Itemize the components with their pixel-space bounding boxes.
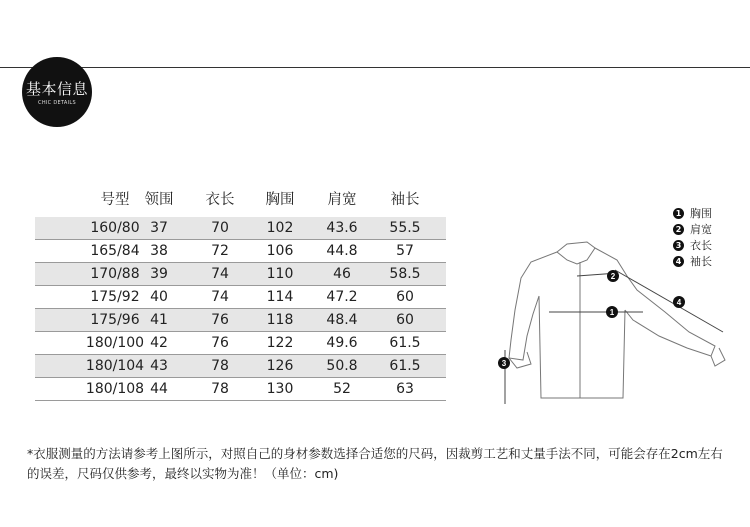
cell-shoulder: 44.8 bbox=[326, 243, 358, 259]
svg-text:1: 1 bbox=[609, 308, 615, 317]
cell-collar: 42 bbox=[150, 335, 168, 351]
cell-chest: 122 bbox=[266, 335, 294, 351]
cell-shoulder: 49.6 bbox=[326, 335, 358, 351]
cell-collar: 39 bbox=[150, 266, 168, 282]
cell-sleeve: 57 bbox=[396, 243, 414, 259]
table-row bbox=[35, 263, 446, 286]
cell-shoulder: 50.8 bbox=[326, 358, 358, 374]
cell-length: 74 bbox=[211, 266, 229, 282]
header-chest: 胸围 bbox=[265, 192, 295, 208]
header-length: 衣长 bbox=[205, 192, 235, 208]
cell-length: 72 bbox=[211, 243, 229, 259]
number-badge: 3 bbox=[673, 240, 684, 251]
cell-size: 165/84 bbox=[90, 243, 140, 259]
cell-collar: 38 bbox=[150, 243, 168, 259]
svg-text:4: 4 bbox=[676, 298, 682, 307]
cell-size: 180/100 bbox=[85, 335, 145, 351]
cell-collar: 40 bbox=[150, 289, 168, 305]
top-divider bbox=[0, 67, 750, 68]
cell-collar: 43 bbox=[150, 358, 168, 374]
table-row bbox=[35, 309, 446, 332]
diagram-marker-1 bbox=[606, 306, 618, 318]
section-badge bbox=[22, 57, 92, 127]
cell-size: 175/92 bbox=[90, 289, 140, 305]
cell-length: 76 bbox=[211, 335, 229, 351]
cell-chest: 106 bbox=[266, 243, 294, 259]
cell-size: 180/108 bbox=[85, 381, 145, 397]
legend-label: 胸围 bbox=[690, 207, 712, 220]
cell-chest: 102 bbox=[266, 220, 294, 236]
legend-item-chest bbox=[673, 205, 712, 221]
cell-chest: 114 bbox=[266, 289, 294, 305]
svg-text:3: 3 bbox=[501, 359, 507, 368]
header-size: 号型 bbox=[100, 192, 130, 208]
legend-label: 肩宽 bbox=[690, 223, 712, 236]
diagram-marker-4 bbox=[673, 296, 685, 308]
cell-chest: 130 bbox=[266, 381, 294, 397]
cell-chest: 118 bbox=[266, 312, 294, 328]
section-subtitle: CHIC DETAILS bbox=[38, 100, 76, 106]
table-row bbox=[35, 332, 446, 355]
table-row bbox=[35, 286, 446, 309]
cell-sleeve: 60 bbox=[396, 289, 414, 305]
shirt-collar bbox=[557, 242, 595, 264]
cell-shoulder: 48.4 bbox=[326, 312, 358, 328]
table-header bbox=[35, 188, 446, 216]
cell-sleeve: 61.5 bbox=[389, 335, 421, 351]
diagram-marker-3 bbox=[498, 357, 510, 369]
legend-label: 衣长 bbox=[690, 239, 712, 252]
cell-shoulder: 47.2 bbox=[326, 289, 358, 305]
cell-length: 76 bbox=[211, 312, 229, 328]
shirt-diagram bbox=[493, 240, 733, 405]
cell-size: 160/80 bbox=[90, 220, 140, 236]
cell-sleeve: 60 bbox=[396, 312, 414, 328]
legend-label: 袖长 bbox=[690, 255, 712, 268]
cell-chest: 110 bbox=[266, 266, 294, 282]
cell-size: 170/88 bbox=[90, 266, 140, 282]
cell-collar: 44 bbox=[150, 381, 168, 397]
size-table bbox=[35, 188, 446, 397]
table-row bbox=[35, 355, 446, 378]
sleeve-line bbox=[615, 270, 723, 332]
header-sleeve: 袖长 bbox=[390, 192, 420, 208]
diagram-marker-2 bbox=[607, 270, 619, 282]
cell-shoulder: 43.6 bbox=[326, 220, 358, 236]
cell-length: 78 bbox=[211, 358, 229, 374]
shirt-outline bbox=[509, 242, 725, 398]
table-row bbox=[35, 378, 446, 401]
cell-sleeve: 61.5 bbox=[389, 358, 421, 374]
cell-length: 74 bbox=[211, 289, 229, 305]
header-collar: 领围 bbox=[144, 192, 174, 208]
svg-text:2: 2 bbox=[610, 272, 616, 281]
number-badge: 4 bbox=[673, 256, 684, 267]
cell-chest: 126 bbox=[266, 358, 294, 374]
cell-sleeve: 55.5 bbox=[389, 220, 421, 236]
cell-sleeve: 58.5 bbox=[389, 266, 421, 282]
cell-shoulder: 46 bbox=[333, 266, 351, 282]
cell-collar: 37 bbox=[150, 220, 168, 236]
cell-size: 180/104 bbox=[85, 358, 145, 374]
cell-length: 78 bbox=[211, 381, 229, 397]
cell-size: 175/96 bbox=[90, 312, 140, 328]
measurement-note: *衣服测量的方法请参考上图所示，对照自己的身材参数选择合适您的尺码，因裁剪工艺和丈量手法不同，可能会存在2cm左右的误差，尺码仅供参考，最终以实物为准！（单位：cm) bbox=[27, 446, 723, 481]
cell-collar: 41 bbox=[150, 312, 168, 328]
table-row bbox=[35, 217, 446, 240]
cell-shoulder: 52 bbox=[333, 381, 351, 397]
cell-length: 70 bbox=[211, 220, 229, 236]
number-badge: 1 bbox=[673, 208, 684, 219]
number-badge: 2 bbox=[673, 224, 684, 235]
header-shoulder: 肩宽 bbox=[327, 192, 357, 208]
legend-item-shoulder bbox=[673, 221, 712, 237]
section-title: 基本信息 bbox=[25, 80, 88, 98]
table-row bbox=[35, 240, 446, 263]
cell-sleeve: 63 bbox=[396, 381, 414, 397]
